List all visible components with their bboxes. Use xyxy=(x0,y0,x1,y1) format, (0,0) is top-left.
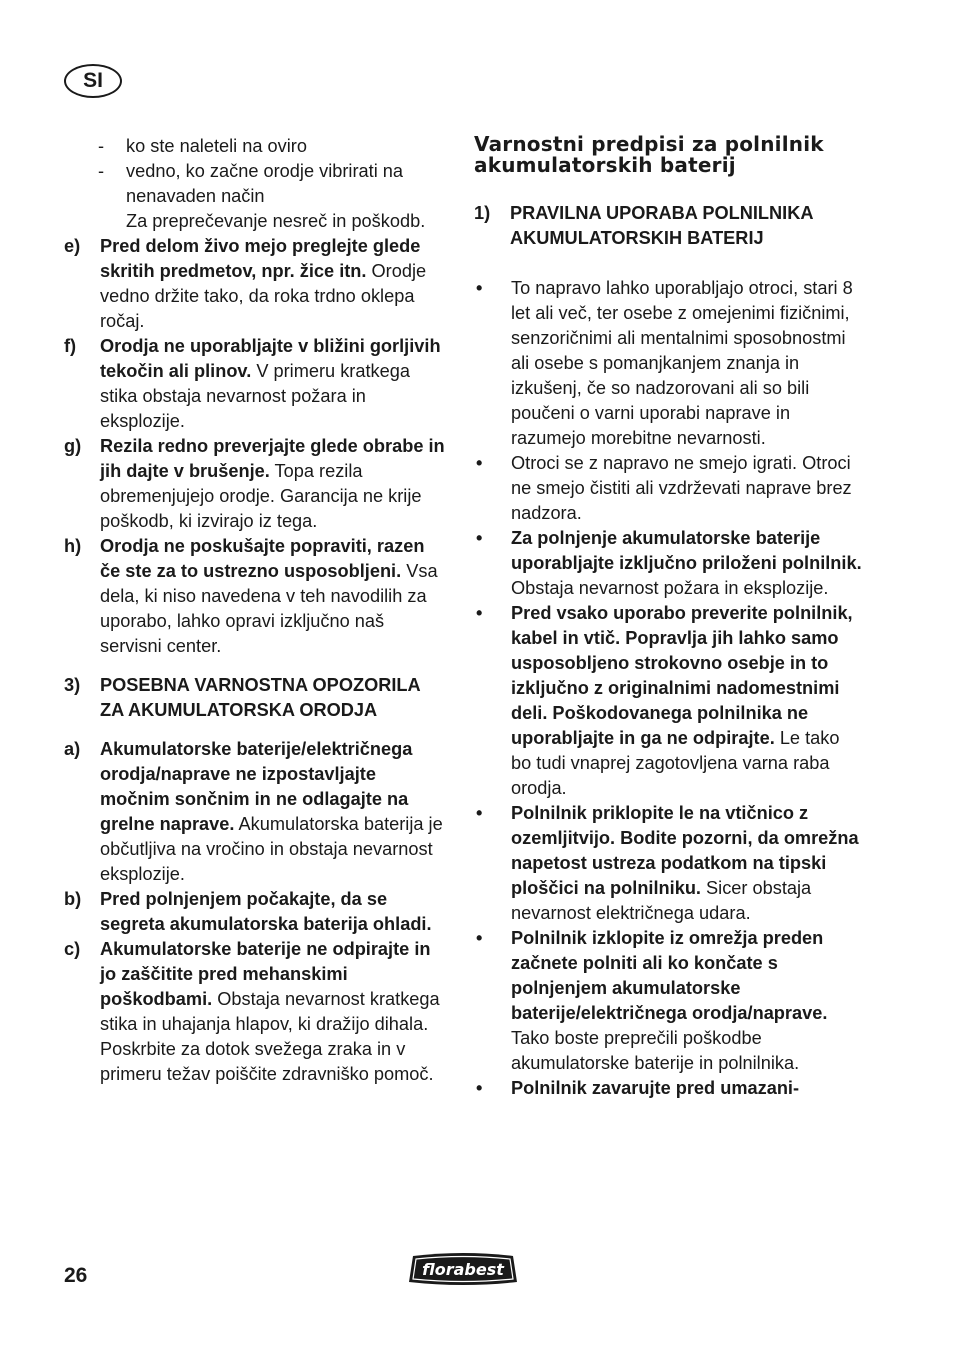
page-number: 26 xyxy=(64,1264,88,1287)
bullet-text: Otroci se z napravo ne smejo igrati. Otroci ne smejo čistiti ali vzdrževati naprave brez nadzora. xyxy=(511,453,852,523)
bullet-item xyxy=(474,1076,864,1101)
brand-logo xyxy=(407,1250,519,1288)
item-text: Orodje vedno držite tako, da roka trdno oklepa ročaj. xyxy=(100,261,427,331)
right-column xyxy=(474,134,864,1101)
list-item xyxy=(64,159,448,209)
item-text: V primeru kratkega stika obstaja nevarnost požara in eksplozije. xyxy=(100,361,410,431)
bullet-item xyxy=(474,601,864,801)
bullet-bold-text: Polnilnik priklopite le na vtičnico z ozemljitvijo. Bodite pozorni, da omrežna napetost ustreza podatkom na tipski ploščici na polnilniku. xyxy=(511,803,859,898)
item-bold-text: Akumulatorske baterije/električnega orodja/naprave ne izpostavljajte močnim sončnim in ne odlagajte na grelne naprave. xyxy=(100,739,413,834)
section-main-heading: Varnostni predpisi za polnilnik akumulatorskih baterij xyxy=(474,132,824,177)
numbered-item xyxy=(64,234,448,334)
item-text: Akumulatorska baterija je občutljiva na vročino in obstaja nevarnost eksplozije. xyxy=(100,814,443,884)
section-heading xyxy=(474,201,864,251)
brand-logo-text: florabest xyxy=(422,1260,504,1279)
list-item-text: vedno, ko začne orodje vibrirati na nenavaden način xyxy=(126,161,404,206)
section-title: POSEBNA VARNOSTNA OPOZORILA ZA AKUMULATORSKA ORODJA xyxy=(100,675,420,720)
item-label: h) xyxy=(64,536,82,556)
bullet-text: To napravo lahko uporabljajo otroci, stari 8 let ali več, ter osebe z omejenimi fizičnimi, senzoričnimi ali mentalnimi sposobnostmi ali osebe s pomanjkanjem znanja in izkušenj, če so nadzorovani ali so bili poučeni o varni uporabi naprave in razumejo morebitne nevarnosti. xyxy=(511,278,853,448)
left-column xyxy=(64,134,448,1087)
bullet-text: Sicer obstaja nevarnost električnega udara. xyxy=(511,878,812,923)
numbered-item xyxy=(64,937,448,1087)
bullet-text: Tako boste preprečili poškodbe akumulatorske baterije in polnilnika. xyxy=(511,1028,800,1073)
section-label: 3) xyxy=(64,675,81,695)
bullet-icon: • xyxy=(476,1078,483,1098)
bullet-item xyxy=(474,451,864,526)
list-item-text: ko ste naleteli na oviro xyxy=(126,136,307,156)
bullet-icon: • xyxy=(476,603,483,623)
bullet-item xyxy=(474,526,864,601)
numbered-item xyxy=(64,434,448,534)
dash-marker: - xyxy=(98,161,105,181)
section-label: 1) xyxy=(474,203,491,223)
bullet-bold-text: Za polnjenje akumulatorske baterije uporabljajte izključno priloženi polnilnik. xyxy=(511,528,862,573)
item-bold-text: Rezila redno preverjajte glede obrabe in jih dajte v brušenje. xyxy=(100,436,445,481)
numbered-item xyxy=(64,887,448,937)
numbered-item xyxy=(64,534,448,659)
bullet-bold-text: Polnilnik zavarujte pred umazani- xyxy=(511,1078,800,1098)
bullet-icon: • xyxy=(476,278,483,298)
bullet-icon: • xyxy=(476,928,483,948)
bullet-item xyxy=(474,801,864,926)
item-label: e) xyxy=(64,236,81,256)
item-text: Obstaja nevarnost kratkega stika in uhajanja hlapov, ki dražijo dihala. Poskrbite za dotok svežega zraka in v primeru težav poiščite zdravniško pomoč. xyxy=(100,989,440,1084)
item-label: a) xyxy=(64,739,81,759)
bullet-bold-text: Polnilnik izklopite iz omrežja preden začnete polniti ali ko končate s polnjenjem akumulatorske baterije/električnega orodja/naprave. xyxy=(511,928,828,1023)
bullet-icon: • xyxy=(476,528,483,548)
item-bold-text: Pred polnjenjem počakajte, da se segreta akumulatorska baterija ohladi. xyxy=(100,889,432,934)
item-bold-text: Orodja ne poskušajte popraviti, razen če ste za to ustrezno usposobljeni. xyxy=(100,536,425,581)
item-text: Vsa dela, ki niso navedena v teh navodilih za uporabo, lahko opravi izključno naš servisni center. xyxy=(100,561,438,656)
bullet-bold-text: Pred vsako uporabo preverite polnilnik, kabel in vtič. Popravlja jih lahko samo usposobljeno strokovno osebje in to izključno z originalnimi nadomestnimi deli. Poškodovanega polnilnika ne uporabljajte in ga ne odpirajte. xyxy=(511,603,853,748)
item-bold-text: Orodja ne uporabljajte v bližini gorljivih tekočin ali plinov. xyxy=(100,336,441,381)
bullet-item xyxy=(474,276,864,451)
section-title: PRAVILNA UPORABA POLNILNIKA AKUMULATORSKIH BATERIJ xyxy=(510,203,813,248)
numbered-item xyxy=(64,737,448,887)
bullet-text: Obstaja nevarnost požara in eksplozije. xyxy=(511,578,829,598)
bullet-icon: • xyxy=(476,803,483,823)
language-badge: SI xyxy=(64,64,122,98)
section-heading xyxy=(64,673,448,723)
item-label: f) xyxy=(64,336,77,356)
bullet-icon: • xyxy=(476,453,483,473)
item-label: b) xyxy=(64,889,82,909)
list-item xyxy=(64,134,448,159)
numbered-item xyxy=(64,334,448,434)
item-bold-text: Pred delom živo mejo preglejte glede skritih predmetov, npr. žice itn. xyxy=(100,236,421,281)
bullet-text: Le tako bo tudi vnaprej zagotovljena varna raba orodja. xyxy=(511,728,840,798)
dash-note: Za preprečevanje nesreč in poškodb. xyxy=(126,211,426,231)
bullet-item xyxy=(474,926,864,1076)
item-label: c) xyxy=(64,939,81,959)
item-text: Topa rezila obremenjujejo orodje. Garancija ne krije poškodb, ki izvirajo iz tega. xyxy=(100,461,422,531)
item-bold-text: Akumulatorske baterije ne odpirajte in jo zaščitite pred mehanskimi poškodbami. xyxy=(100,939,431,1009)
dash-marker: - xyxy=(98,136,105,156)
item-label: g) xyxy=(64,436,82,456)
